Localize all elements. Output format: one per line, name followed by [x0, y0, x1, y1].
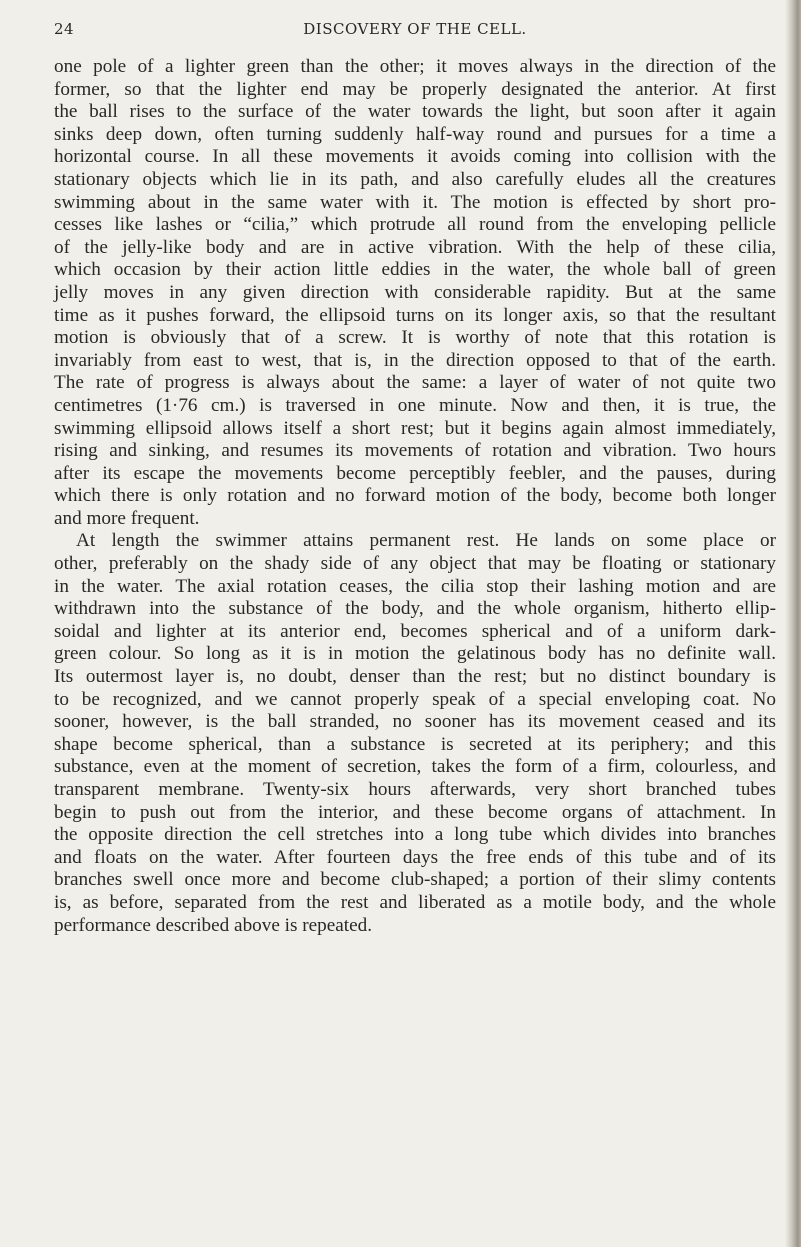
text-line: the ball rises to the surface of the water towards the light, but soon after it again — [54, 101, 776, 123]
text-line: soidal and lighter at its anterior end, becomes spherical and of a uniform dark- — [54, 620, 776, 642]
text-line: At length the swimmer attains permanent rest. He lands on some place or — [76, 530, 776, 552]
text-line: cesses like lashes or “cilia,” which protrude all round from the enveloping pellicle — [54, 214, 776, 236]
text-line: green colour. So long as it is in motion the gelatinous body has no definite wall. — [54, 643, 776, 665]
text-line: is, as before, separated from the rest and liberated as a motile body, and the whole — [54, 891, 776, 913]
text-line: and more frequent. — [54, 507, 200, 529]
text-line: swimming about in the same water with it. The motion is effected by short pro- — [54, 191, 776, 213]
page-number: 24 — [54, 20, 75, 38]
text-line: to be recognized, and we cannot properly speak of a special enveloping coat. No — [54, 688, 776, 710]
text-line: motion is obviously that of a screw. It is worthy of note that this rotation is — [54, 327, 776, 349]
text-line: transparent membrane. Twenty-six hours afterwards, very short branched tubes — [54, 779, 776, 800]
text-line: withdrawn into the substance of the body, and the whole organism, hitherto ellip- — [54, 598, 776, 620]
text-line: after its escape the movements become perceptibly feebler, and the pauses, during — [54, 462, 776, 484]
text-line: rising and sinking, and resumes its movements of rotation and vibration. Two hours — [54, 440, 776, 462]
text-line: former, so that the lighter end may be properly designated the anterior. At first — [54, 78, 776, 100]
text-line: begin to push out from the interior, and these become organs of attachment. In — [54, 801, 776, 823]
text-line: time as it pushes forward, the ellipsoid turns on its longer axis, so that the resultant — [54, 304, 776, 326]
text-line: branches swell once more and become club-shaped; a portion of their slimy contents — [54, 869, 776, 891]
paragraph — [54, 56, 776, 530]
text-line: The rate of progress is always about the same: a layer of water of not quite two — [54, 372, 776, 394]
text-line: performance described above is repeated. — [54, 914, 373, 936]
text-line: substance, even at the moment of secretion, takes the form of a firm, colourless, and — [54, 756, 776, 778]
running-title: DISCOVERY OF THE CELL. — [303, 20, 527, 38]
page-body — [54, 56, 776, 937]
text-line: shape become spherical, than a substance is secreted at its periphery; and this — [54, 733, 776, 755]
text-line: one pole of a lighter green than the other; it moves always in the direction of the — [54, 56, 776, 77]
text-line: centimetres (1·76 cm.) is traversed in one minute. Now and then, it is true, the — [54, 394, 776, 416]
text-line: jelly moves in any given direction with considerable rapidity. But at the same — [54, 281, 776, 303]
text-line: Its outermost layer is, no doubt, denser than the rest; but no distinct boundary is — [54, 666, 776, 688]
page-edge-shadow — [785, 0, 801, 1247]
text-line: invariably from east to west, that is, in the direction opposed to that of the earth. — [54, 349, 776, 371]
text-line: and floats on the water. After fourteen days the free ends of this tube and of its — [54, 846, 776, 868]
text-line: stationary objects which lie in its path, and also carefully eludes all the creatures — [54, 168, 776, 190]
text-line: swimming ellipsoid allows itself a short rest; but it begins again almost immediately, — [54, 417, 776, 439]
text-line: of the jelly-like body and are in active vibration. With the help of these cilia, — [54, 236, 776, 258]
text-line: which there is only rotation and no forward motion of the body, become both longer — [54, 485, 776, 507]
paragraph — [54, 530, 776, 937]
text-line: which occasion by their action little eddies in the water, the whole ball of green — [54, 259, 776, 281]
page-header — [54, 20, 776, 44]
text-line: sinks deep down, often turning suddenly half-way round and pursues for a time a — [54, 123, 776, 145]
text-line: other, preferably on the shady side of any object that may be floating or stationary — [54, 553, 776, 575]
text-line: sooner, however, is the ball stranded, no sooner has its movement ceased and its — [54, 711, 776, 733]
text-line: horizontal course. In all these movements it avoids coming into collision with the — [54, 146, 776, 168]
text-line: in the water. The axial rotation ceases, the cilia stop their lashing motion and are — [54, 575, 776, 597]
text-line: the opposite direction the cell stretches into a long tube which divides into branches — [54, 824, 776, 846]
